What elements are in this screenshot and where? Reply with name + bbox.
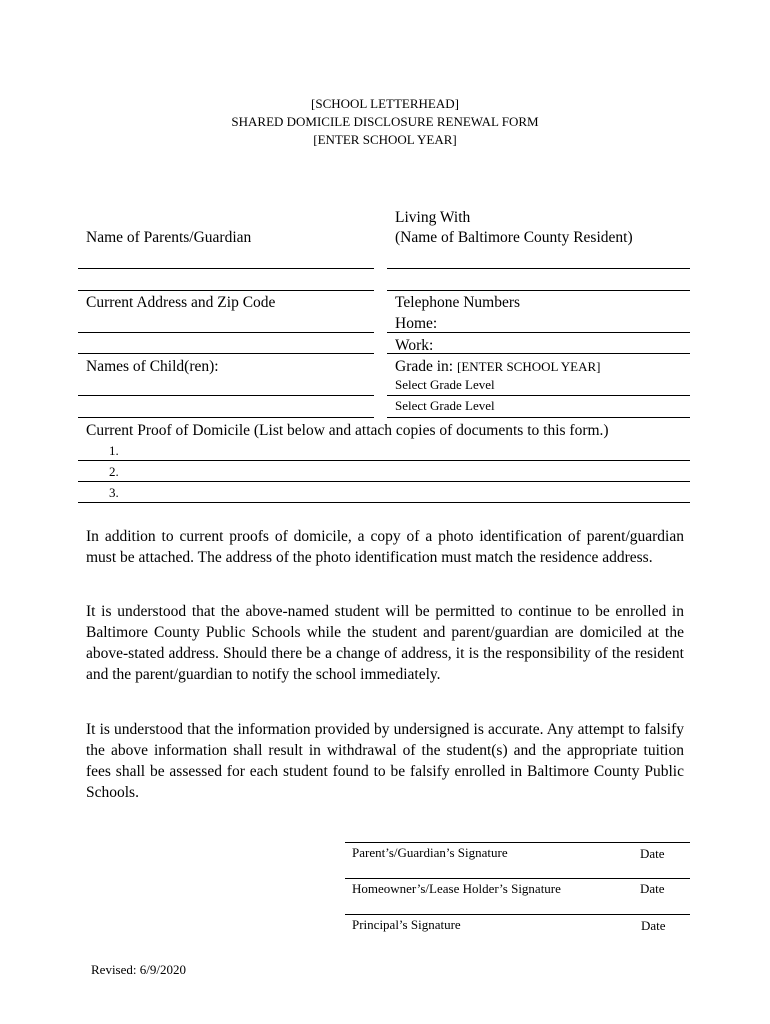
current-address-label: Current Address and Zip Code (86, 294, 276, 311)
homeowner-signature-line[interactable] (345, 878, 690, 879)
form-title: SHARED DOMICILE DISCLOSURE RENEWAL FORM (231, 114, 539, 129)
current-address-field[interactable] (78, 332, 374, 333)
living-with-label: Living With (395, 209, 471, 226)
home-phone-field[interactable] (387, 332, 690, 333)
enrollment-paragraph: It is understood that the above-named student will be permitted to continue to be enrolled in Baltimore County Public Schools while the student and parent/guardian are domiciled at the above-stated address. Should there be a change of address, it is the responsibility of the resident and the parent/guardian to notify the school immediately. (86, 603, 684, 683)
photo-id-paragraph: In addition to current proofs of domicile, a copy of a photo identification of parent/guardian must be attached. The address of the photo identification must match the residence address. (86, 528, 684, 566)
proof-item-3-field[interactable] (78, 502, 690, 503)
proof-of-domicile-label: Current Proof of Domicile (List below and attach copies of documents to this form.) (86, 422, 609, 439)
school-year-header: [ENTER SCHOOL YEAR] (313, 132, 457, 147)
principal-signature-line[interactable] (345, 914, 690, 915)
work-phone-label: Work: (395, 337, 434, 354)
homeowner-signature-date: Date (640, 881, 665, 896)
address-line-2-field[interactable] (78, 353, 374, 354)
children-names-field[interactable] (78, 395, 374, 396)
divider-line (387, 395, 690, 396)
divider-line (78, 290, 374, 291)
divider-line (387, 290, 690, 291)
grade-level-select-2[interactable]: Select Grade Level (395, 398, 495, 413)
children-names-field-2[interactable] (78, 417, 374, 418)
telephone-numbers-label: Telephone Numbers (395, 294, 521, 311)
homeowner-signature-label: Homeowner’s/Lease Holder’s Signature (352, 881, 561, 896)
parents-guardian-label: Name of Parents/Guardian (86, 229, 252, 246)
parents-guardian-field[interactable] (78, 268, 374, 269)
proof-item-3: 3. (109, 485, 119, 500)
grade-level-select-1[interactable]: Select Grade Level (395, 377, 495, 392)
proof-item-1: 1. (109, 443, 119, 458)
work-phone-field[interactable] (387, 353, 690, 354)
grade-school-year: [ENTER SCHOOL YEAR] (456, 359, 601, 374)
home-phone-label: Home: (395, 315, 438, 332)
principal-signature-date: Date (641, 918, 666, 933)
proof-item-2: 2. (109, 464, 119, 479)
proof-item-1-field[interactable] (78, 460, 690, 461)
divider-line (387, 417, 690, 418)
grade-in-label (395, 357, 600, 377)
children-names-label: Names of Child(ren): (86, 358, 219, 375)
letterhead: [SCHOOL LETTERHEAD] (311, 96, 459, 111)
grade-in-text: Grade in: (395, 358, 454, 375)
revised-date: Revised: 6/9/2020 (91, 962, 186, 977)
parent-signature-date: Date (640, 846, 665, 861)
resident-name-field[interactable] (387, 268, 690, 269)
accuracy-paragraph: It is understood that the information provided by undersigned is accurate. Any attempt to falsify the above information shall result in withdrawal of the student(s) and the appropriate tuition fees shall be assessed for each student found to be falsify enrolled in Baltimore County Public Schools. (86, 721, 684, 801)
parent-signature-line[interactable] (345, 842, 690, 843)
parent-signature-label: Parent’s/Guardian’s Signature (352, 845, 508, 860)
principal-signature-label: Principal’s Signature (352, 917, 461, 932)
proof-item-2-field[interactable] (78, 481, 690, 482)
baltimore-resident-label: (Name of Baltimore County Resident) (395, 229, 633, 246)
